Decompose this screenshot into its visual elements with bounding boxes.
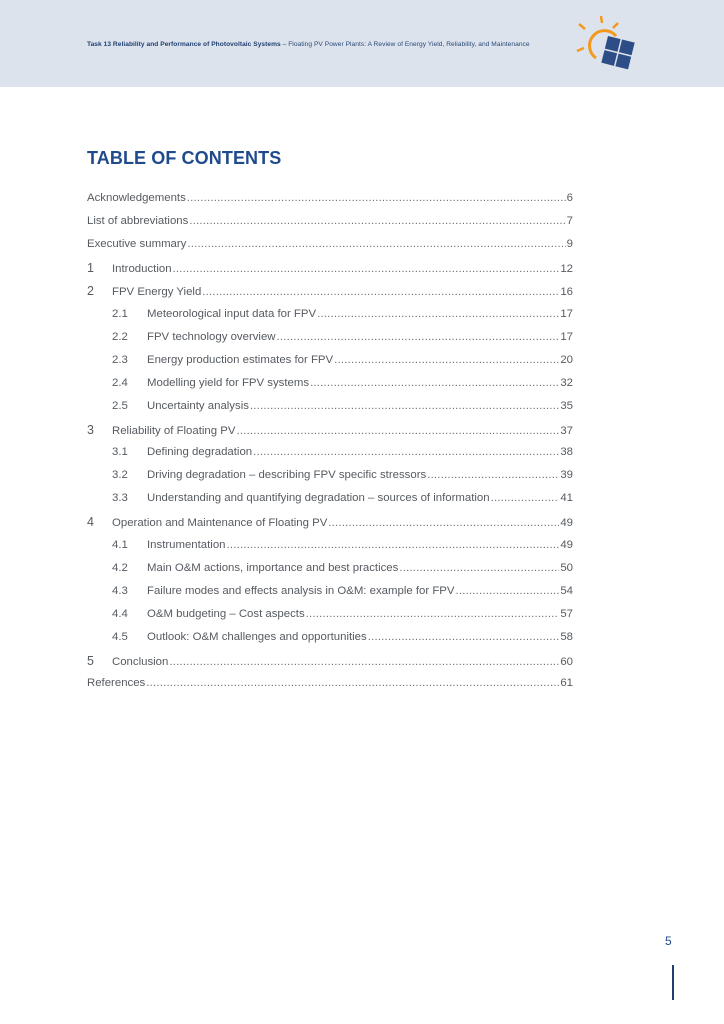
toc-entry-page: 54: [560, 584, 573, 597]
toc-entry-page: 50: [560, 561, 573, 574]
toc-dot-leader: [277, 331, 560, 343]
toc-dot-leader: [334, 354, 559, 366]
toc-entry-number: 3.1: [112, 446, 128, 459]
toc-entry-label: Introduction: [112, 263, 172, 276]
toc-entry-label: Outlook: O&M challenges and opportunities: [147, 630, 367, 643]
toc-entry-label: Energy production estimates for FPV: [147, 353, 334, 366]
toc-entry-number: 4.3: [112, 584, 128, 597]
toc-entry[interactable]: [87, 515, 573, 531]
toc-entry-page: 37: [560, 425, 573, 437]
toc-dot-leader: [250, 400, 559, 412]
toc-entry-number: 4: [87, 515, 94, 530]
toc-entry-label: Main O&M actions, importance and best practices: [147, 561, 399, 574]
toc-dot-leader: [368, 631, 560, 643]
header-title: [87, 41, 530, 48]
toc-dot-leader: [317, 308, 559, 320]
toc-entry-label: FPV technology overview: [147, 330, 276, 343]
toc-dot-leader: [427, 469, 559, 481]
toc-entry-number: 2.1: [112, 307, 128, 320]
toc-entry-page: 6: [566, 192, 573, 204]
toc-entry-number: 4.1: [112, 538, 128, 551]
toc-entry-page: 9: [566, 238, 573, 251]
toc-entry-label: Modelling yield for FPV systems: [147, 376, 310, 389]
toc-entry-page: 39: [560, 469, 573, 482]
toc-dot-leader: [253, 446, 559, 458]
toc-entry-page: 61: [560, 677, 573, 690]
toc-entry-label: FPV Energy Yield: [112, 286, 202, 299]
toc-dot-leader: [328, 517, 559, 529]
sun-solar-panel-icon: [574, 14, 640, 76]
toc-dot-leader: [227, 539, 560, 551]
header-task-title: Task 13 Reliability and Performance of Photovoltaic Systems: [87, 41, 281, 48]
toc-dot-leader: [189, 215, 565, 227]
toc-dot-leader: [146, 677, 559, 689]
toc-entry-label: Conclusion: [112, 656, 169, 668]
toc-entry-label: References: [87, 677, 146, 690]
toc-entry[interactable]: [87, 354, 573, 370]
toc-entry-number: 3.2: [112, 469, 128, 482]
toc-entry-number: 4.4: [112, 607, 128, 620]
toc-entry-page: 16: [560, 286, 573, 299]
toc-entry[interactable]: [87, 585, 573, 601]
toc-entry[interactable]: [87, 423, 573, 439]
toc-entry[interactable]: [87, 539, 573, 555]
toc-entry-number: 2.2: [112, 330, 128, 343]
toc-entry[interactable]: [87, 215, 573, 231]
toc-entry-page: 7: [566, 215, 573, 228]
toc-entry-number: 3: [87, 423, 94, 437]
toc-entry[interactable]: [87, 308, 573, 324]
toc-entry-page: 58: [560, 630, 573, 643]
toc-entry-page: 17: [560, 330, 573, 343]
toc-entry-number: 1: [87, 261, 94, 276]
toc-entry[interactable]: [87, 261, 573, 277]
toc-entry-number: 3.3: [112, 492, 128, 505]
toc-entry[interactable]: [87, 331, 573, 347]
page-header: [0, 0, 724, 87]
toc-entry[interactable]: [87, 238, 573, 254]
toc-entry-label: Defining degradation: [147, 446, 253, 459]
toc-entry-label: Operation and Maintenance of Floating PV: [112, 517, 328, 530]
toc-entry[interactable]: [87, 284, 573, 300]
toc-dot-leader: [310, 377, 559, 389]
header-subtitle: – Floating PV Power Plants: A Review of Energy Yield, Reliability, and Maintenance: [280, 41, 530, 48]
toc-entry-page: 57: [560, 607, 573, 620]
toc-entry-page: 35: [560, 399, 573, 412]
toc-entry-number: 4.2: [112, 561, 128, 574]
page-number: 5: [665, 934, 672, 948]
toc-entry[interactable]: [87, 631, 573, 647]
toc-entry-label: Driving degradation – describing FPV specific stressors: [147, 469, 427, 482]
toc-entry-label: Understanding and quantifying degradation – sources of information: [147, 492, 490, 505]
toc-entry-number: 2: [87, 284, 94, 299]
toc-dot-leader: [491, 492, 560, 504]
toc-entry-page: 41: [560, 492, 573, 505]
toc-entry[interactable]: [87, 677, 573, 693]
toc-entry[interactable]: [87, 400, 573, 416]
toc-entry[interactable]: [87, 654, 573, 670]
toc-entry-label: Acknowledgements: [87, 192, 186, 204]
toc-entry-page: 17: [560, 307, 573, 320]
toc-entry[interactable]: [87, 192, 573, 208]
toc-entry-number: 4.5: [112, 630, 128, 643]
toc-entry-page: 49: [560, 517, 573, 530]
toc-entry-label: O&M budgeting – Cost aspects: [147, 607, 305, 620]
toc-entry-number: 2.5: [112, 399, 128, 412]
toc-entry[interactable]: [87, 377, 573, 393]
toc-entry[interactable]: [87, 469, 573, 485]
toc-dot-leader: [236, 425, 559, 437]
toc-entry-page: 12: [560, 263, 573, 276]
toc-dot-leader: [455, 585, 559, 597]
toc-dot-leader: [169, 656, 559, 668]
toc-entry-label: Executive summary: [87, 238, 187, 251]
toc-dot-leader: [187, 192, 566, 204]
toc-entry-label: Failure modes and effects analysis in O&M: example for FPV: [147, 584, 455, 597]
toc-entry-number: 2.3: [112, 353, 128, 366]
toc-entry[interactable]: [87, 492, 573, 508]
toc-heading: TABLE OF CONTENTS: [87, 148, 282, 168]
toc-entry-number: 2.4: [112, 376, 128, 389]
footer-bar: [672, 965, 674, 1000]
toc-entry-label: Uncertainty analysis: [147, 399, 249, 412]
toc-entry[interactable]: [87, 608, 573, 624]
toc-entry-page: 60: [560, 656, 573, 668]
toc-entry-label: Instrumentation: [147, 538, 226, 551]
toc-entry-page: 49: [560, 538, 573, 551]
toc-dot-leader: [399, 562, 559, 574]
toc-entry-number: 5: [87, 654, 94, 668]
toc-entry-label: Meteorological input data for FPV: [147, 307, 317, 320]
toc-dot-leader: [173, 263, 560, 275]
toc-entry-page: 38: [560, 446, 573, 459]
toc-entry-page: 32: [560, 376, 573, 389]
toc-entry[interactable]: [87, 446, 573, 462]
toc-dot-leader: [306, 608, 560, 620]
toc-entry-label: Reliability of Floating PV: [112, 425, 236, 437]
toc-entry-page: 20: [560, 353, 573, 366]
toc-dot-leader: [187, 238, 565, 250]
toc-entry-label: List of abbreviations: [87, 215, 189, 228]
toc-entry[interactable]: [87, 562, 573, 578]
toc-dot-leader: [202, 286, 559, 298]
